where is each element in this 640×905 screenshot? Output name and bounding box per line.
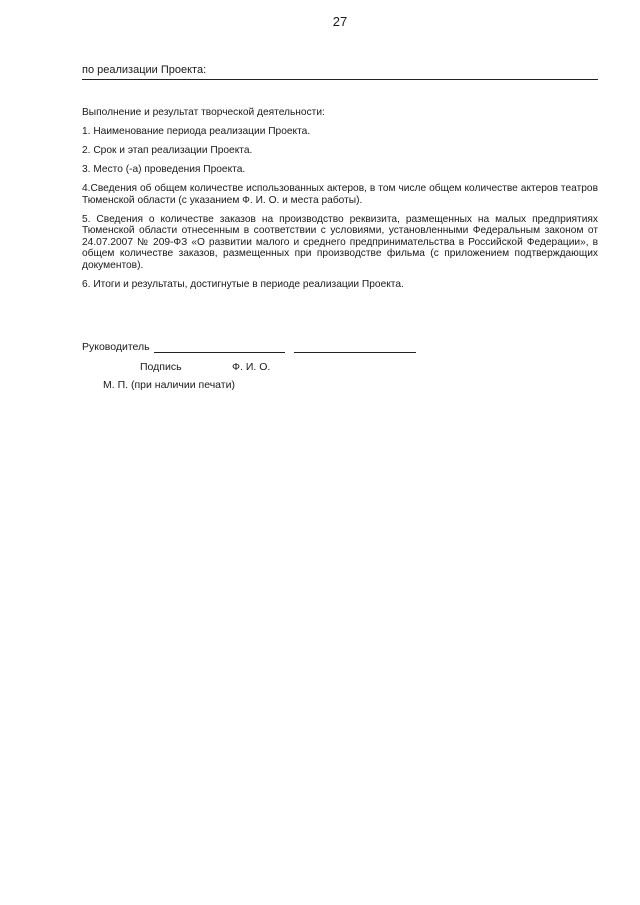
list-item: 3. Место (-а) проведения Проекта. xyxy=(82,164,246,175)
header-line: по реализации Проекта: xyxy=(82,64,598,80)
signature-blank xyxy=(154,341,285,353)
page-number: 27 xyxy=(332,14,348,29)
intro-line: Выполнение и результат творческой деятельности: xyxy=(82,107,325,118)
name-blank xyxy=(294,341,416,353)
list-item: 5. Сведения о количестве заказов на производство реквизита, размещенных на малых предприятиях Тюменской области отнесенным в соответствии с условиями, установленными Федеральным законом от 24.07.2007 № 209-ФЗ «О развитии малого и среднего предпринимательства в Российской Федерации», в общем количестве заказов, размещенных при производстве фильма (с приложением подтверждающих документов). xyxy=(82,213,598,271)
list-item: 4.Сведения об общем количестве использованных актеров, в том числе общем количестве актеров театров Тюменской области (с указанием Ф. И. О. и места работы). xyxy=(82,183,598,206)
signature-caption: Подпись xyxy=(140,361,182,373)
seal-note: М. П. (при наличии печати) xyxy=(103,379,235,391)
list-item: 1. Наименование периода реализации Проекта. xyxy=(82,126,311,137)
name-caption: Ф. И. О. xyxy=(232,361,271,373)
body-text xyxy=(82,107,598,298)
list-item: 2. Срок и этап реализации Проекта. xyxy=(82,145,253,156)
signature-label: Руководитель xyxy=(82,341,150,353)
signature-row xyxy=(82,341,416,353)
list-item: 6. Итоги и результаты, достигнутые в периоде реализации Проекта. xyxy=(82,278,404,290)
